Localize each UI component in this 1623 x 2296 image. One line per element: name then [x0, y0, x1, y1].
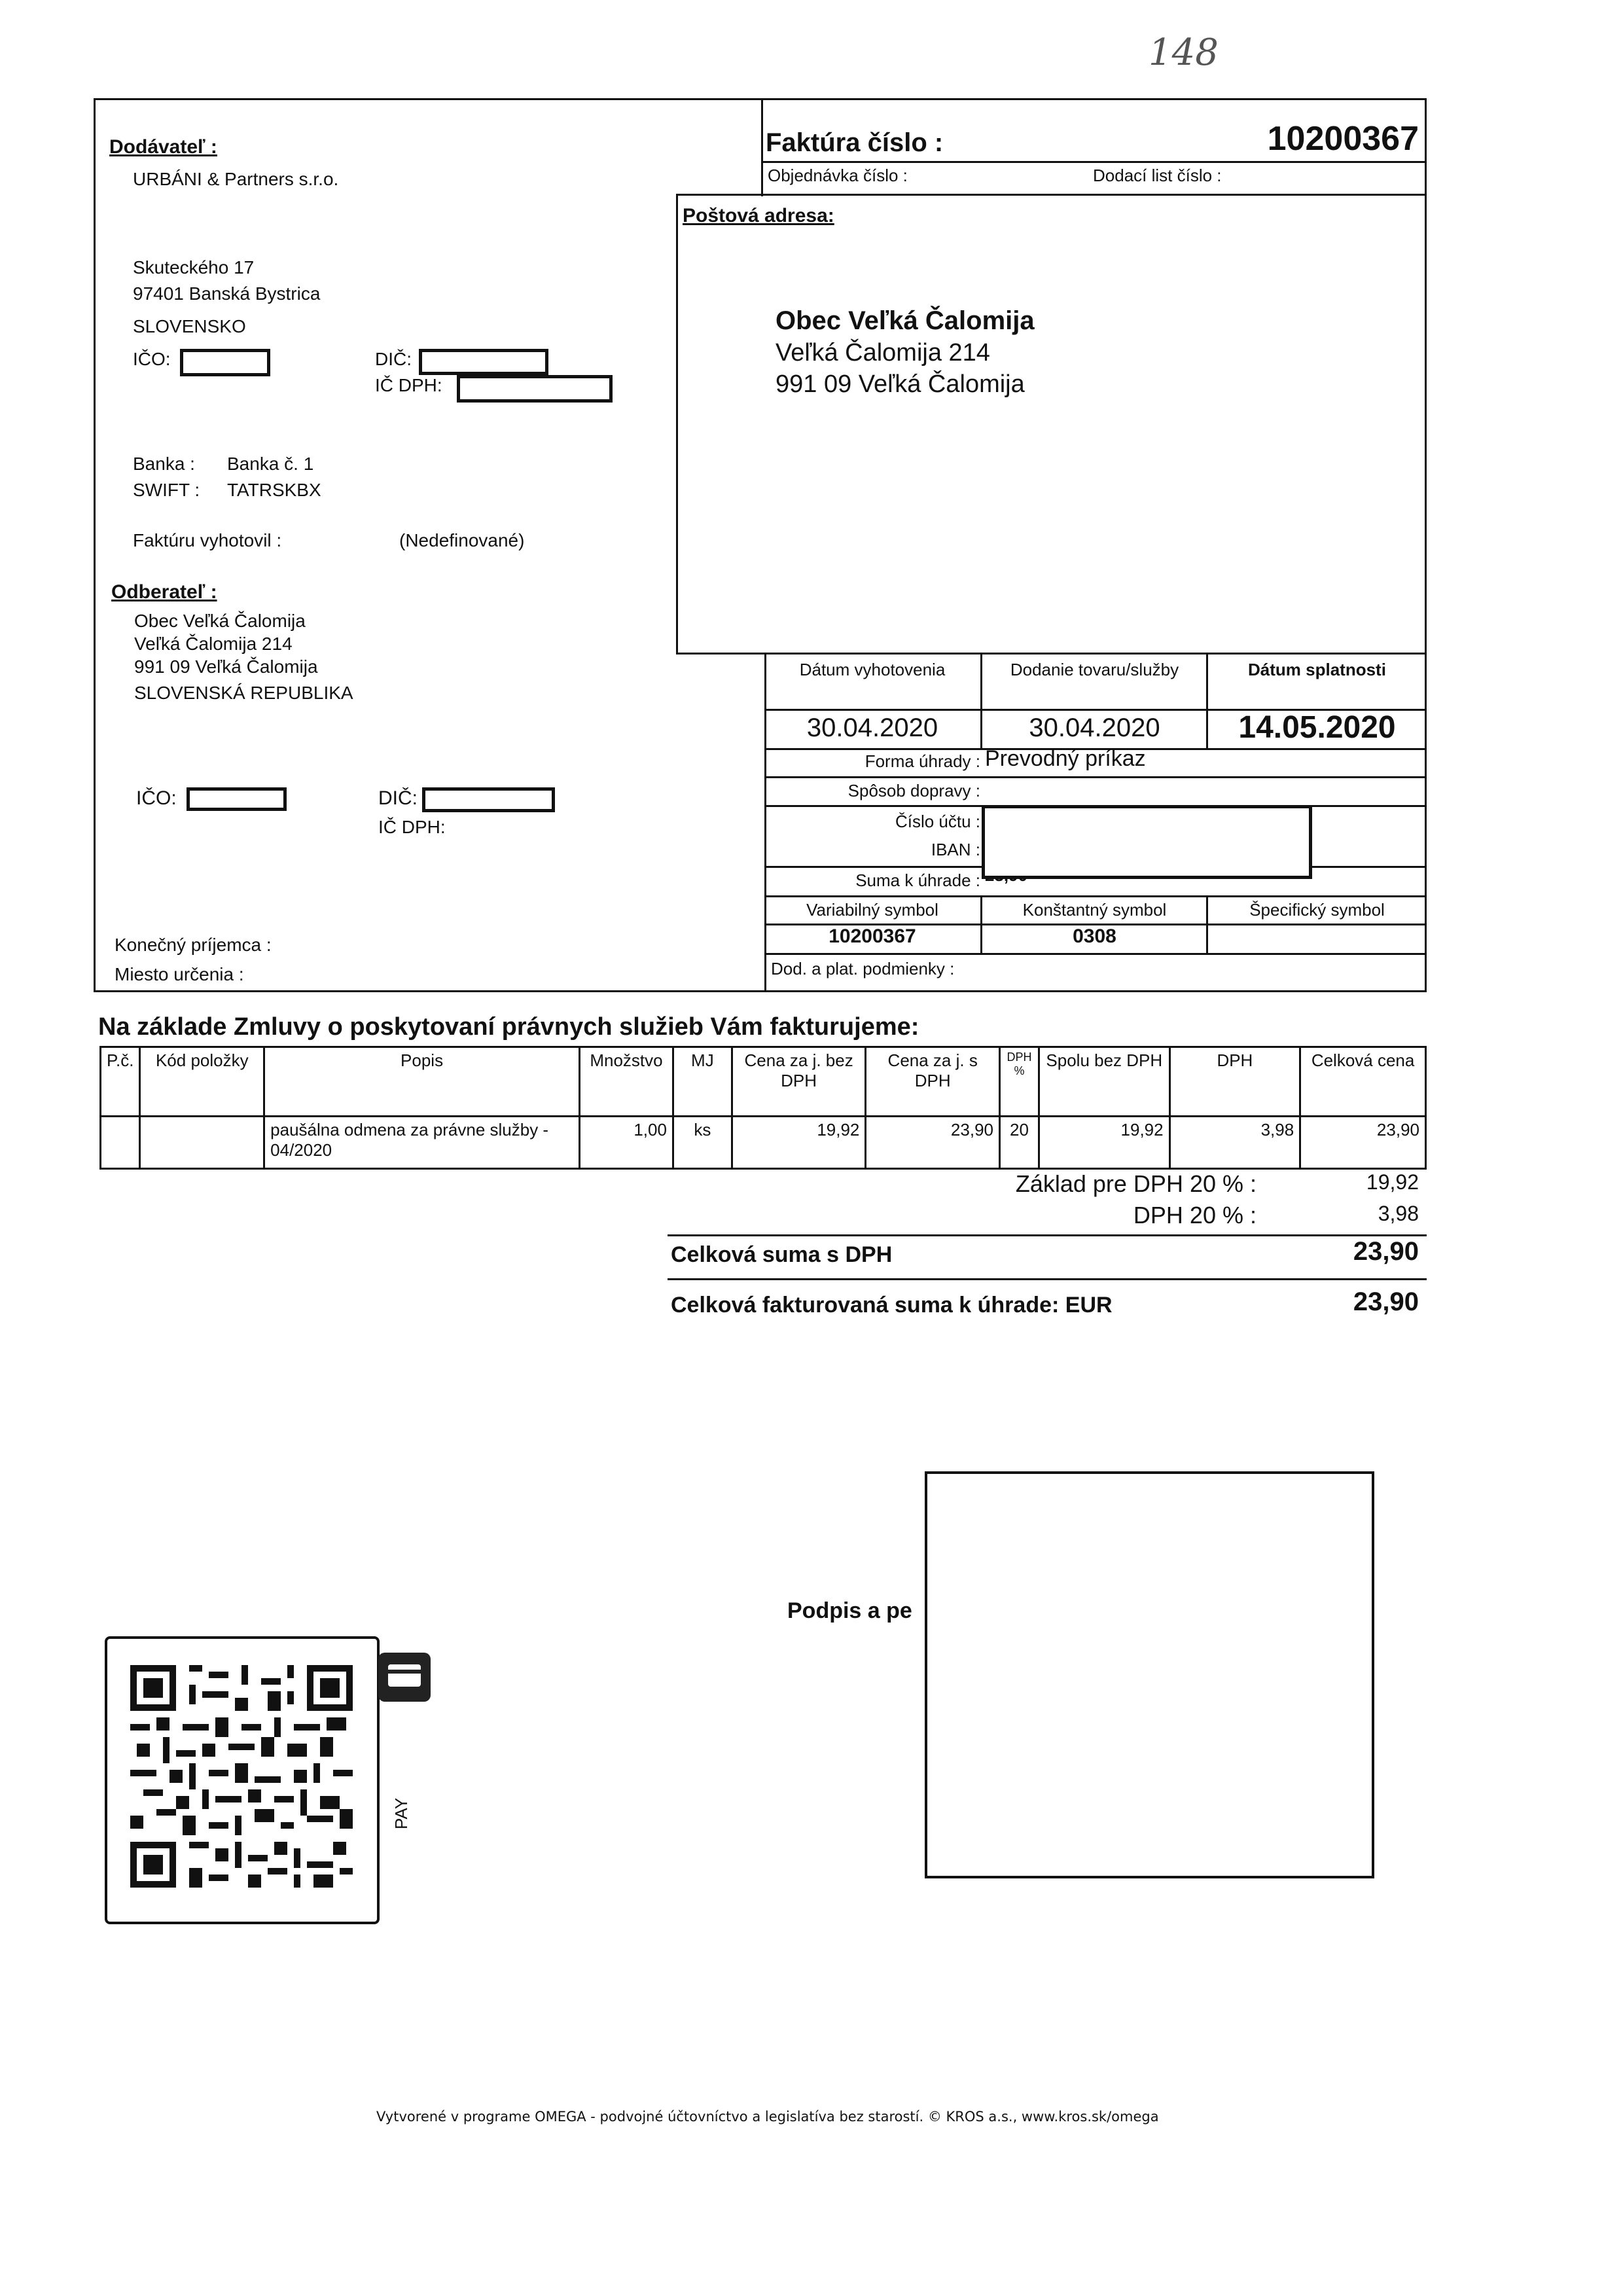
postal-street: Veľká Čalomija 214	[776, 339, 990, 367]
col-header-vat: DPH	[1169, 1047, 1300, 1117]
cell-vat: 3,98	[1169, 1117, 1300, 1169]
header-divider	[761, 98, 763, 196]
invoice-title: Faktúra číslo :	[766, 128, 944, 157]
postal-address-box	[676, 194, 1427, 655]
vs-value: 10200367	[829, 925, 916, 947]
pay-by-square-frame	[105, 1636, 380, 1924]
supplier-ico-redaction	[180, 349, 270, 376]
items-table	[99, 1046, 1427, 1170]
cell-vat-rate: 20	[1000, 1117, 1039, 1169]
swift-value: TATRSKBX	[227, 480, 321, 500]
ks-value: 0308	[1073, 925, 1116, 947]
supplier-name: URBÁNI & Partners s.r.o.	[133, 169, 339, 189]
postal-city: 991 09 Veľká Čalomija	[776, 370, 1025, 398]
col-header-price-net: Cena za j. bez DPH	[732, 1047, 866, 1117]
card-icon	[378, 1653, 431, 1702]
account-label: Číslo účtu :	[895, 812, 980, 831]
col-header-qty: Množstvo	[579, 1047, 673, 1117]
supplier-dic-redaction	[419, 349, 548, 375]
customer-dic-redaction	[422, 787, 555, 812]
cell-total-net: 19,92	[1039, 1117, 1169, 1169]
cell-price-net: 19,92	[732, 1117, 866, 1169]
bank-label: Banka :	[133, 454, 195, 474]
payable-label: Celková fakturovaná suma k úhrade: EUR	[671, 1293, 1113, 1318]
vs-label: Variabilný symbol	[806, 900, 938, 920]
summary-line-2	[668, 1278, 1427, 1280]
customer-dic-label: DIČ:	[378, 787, 418, 809]
iban-label: IBAN :	[931, 840, 980, 859]
supplier-icdph-label: IČ DPH:	[375, 375, 442, 395]
final-recipient-label: Konečný príjemca :	[115, 935, 272, 955]
payment-line-1	[764, 776, 1427, 778]
order-label: Objednávka číslo :	[768, 166, 908, 185]
issued-by-value: (Nedefinované)	[399, 530, 525, 550]
signature-label: Podpis a pe	[787, 1598, 912, 1623]
customer-city: 991 09 Veľká Čalomija	[134, 656, 318, 677]
page-number-mark: 148	[1149, 31, 1219, 74]
customer-street: Veľká Čalomija 214	[134, 634, 293, 654]
ks-label: Konštantný symbol	[1022, 900, 1167, 920]
conditions-label: Dod. a plat. podmienky :	[771, 959, 955, 978]
postal-name: Obec Veľká Čalomija	[776, 306, 1035, 335]
payment-method-value: Prevodný príkaz	[985, 746, 1146, 771]
supplier-ico-label: IČO:	[133, 349, 171, 369]
cell-pc	[101, 1117, 140, 1169]
cell-desc: paušálna odmena za právne služby - 04/2020	[264, 1117, 580, 1169]
payment-method-label: Forma úhrady :	[865, 751, 980, 771]
supplier-heading: Dodávateľ :	[109, 136, 217, 158]
col-header-pc: P.č.	[101, 1047, 140, 1117]
payment-line-4	[764, 895, 1427, 897]
supplier-dic-label: DIČ:	[375, 349, 412, 369]
due-date: 14.05.2020	[1238, 710, 1396, 745]
total-with-vat-label: Celková suma s DPH	[671, 1242, 893, 1267]
table-row	[101, 1117, 1426, 1169]
col-header-total: Celková cena	[1300, 1047, 1426, 1117]
supplier-country: SLOVENSKO	[133, 316, 246, 336]
total-with-vat-value: 23,90	[1353, 1237, 1419, 1266]
account-redaction	[982, 805, 1312, 879]
issue-date-label: Dátum vyhotovenia	[799, 660, 946, 679]
destination-label: Miesto určenia :	[115, 964, 244, 984]
bank-value: Banka č. 1	[227, 454, 314, 474]
pay-label: PAY	[391, 1797, 411, 1829]
delivery-note-label: Dodací list číslo :	[1093, 166, 1222, 185]
vat-base-label: Základ pre DPH 20 % :	[1015, 1170, 1257, 1197]
sum-label: Suma k úhrade :	[855, 870, 980, 890]
delivery-date: 30.04.2020	[1029, 713, 1160, 742]
cell-price-gross: 23,90	[866, 1117, 1000, 1169]
customer-heading: Odberateľ :	[111, 581, 217, 603]
invoice-title-line	[761, 161, 1427, 163]
issue-date: 30.04.2020	[806, 713, 938, 742]
summary-line-1	[668, 1234, 1427, 1236]
cell-code	[140, 1117, 264, 1169]
supplier-city: 97401 Banská Bystrica	[133, 283, 321, 304]
col-header-vat-rate: DPH %	[1000, 1047, 1039, 1117]
vat-base-value: 19,92	[1366, 1170, 1419, 1194]
symbols-bottom-line	[764, 953, 1427, 955]
qr-code-icon	[130, 1665, 353, 1888]
postal-heading: Poštová adresa:	[683, 205, 834, 226]
col-header-code: Kód položky	[140, 1047, 264, 1117]
customer-country: SLOVENSKÁ REPUBLIKA	[134, 683, 353, 703]
supplier-icdph-redaction	[457, 375, 613, 403]
due-date-label: Dátum splatnosti	[1248, 660, 1386, 679]
cell-total: 23,90	[1300, 1117, 1426, 1169]
col-header-unit: MJ	[673, 1047, 732, 1117]
col-header-price-gross: Cena za j. s DPH	[866, 1047, 1000, 1117]
delivery-date-label: Dodanie tovaru/služby	[1010, 660, 1179, 679]
table-header-row	[101, 1047, 1426, 1117]
customer-icdph-label: IČ DPH:	[378, 817, 446, 837]
customer-ico-label: IČO:	[136, 787, 177, 809]
footer-text: Vytvorené v programe OMEGA - podvojné účtovníctvo a legislatíva bez starostí. © KROS a.s., www.kros.sk/omega	[376, 2109, 1159, 2125]
customer-name: Obec Veľká Čalomija	[134, 611, 306, 631]
invoice-intro: Na základe Zmluvy o poskytovaní právnych služieb Vám fakturujeme:	[98, 1013, 919, 1041]
signature-redaction	[925, 1471, 1374, 1878]
invoice-number: 10200367	[1267, 120, 1419, 158]
cell-unit: ks	[673, 1117, 732, 1169]
col-header-desc: Popis	[264, 1047, 580, 1117]
customer-ico-redaction	[187, 787, 287, 811]
vat-label: DPH 20 % :	[1133, 1202, 1257, 1229]
payable-value: 23,90	[1353, 1287, 1419, 1316]
cell-qty: 1,00	[579, 1117, 673, 1169]
issued-by-label: Faktúru vyhotovil :	[133, 530, 282, 550]
transport-label: Spôsob dopravy :	[847, 781, 980, 800]
col-header-total-net: Spolu bez DPH	[1039, 1047, 1169, 1117]
swift-label: SWIFT :	[133, 480, 200, 500]
ss-label: Špecifický symbol	[1249, 900, 1385, 920]
vat-value: 3,98	[1378, 1202, 1419, 1225]
supplier-street: Skuteckého 17	[133, 257, 255, 278]
